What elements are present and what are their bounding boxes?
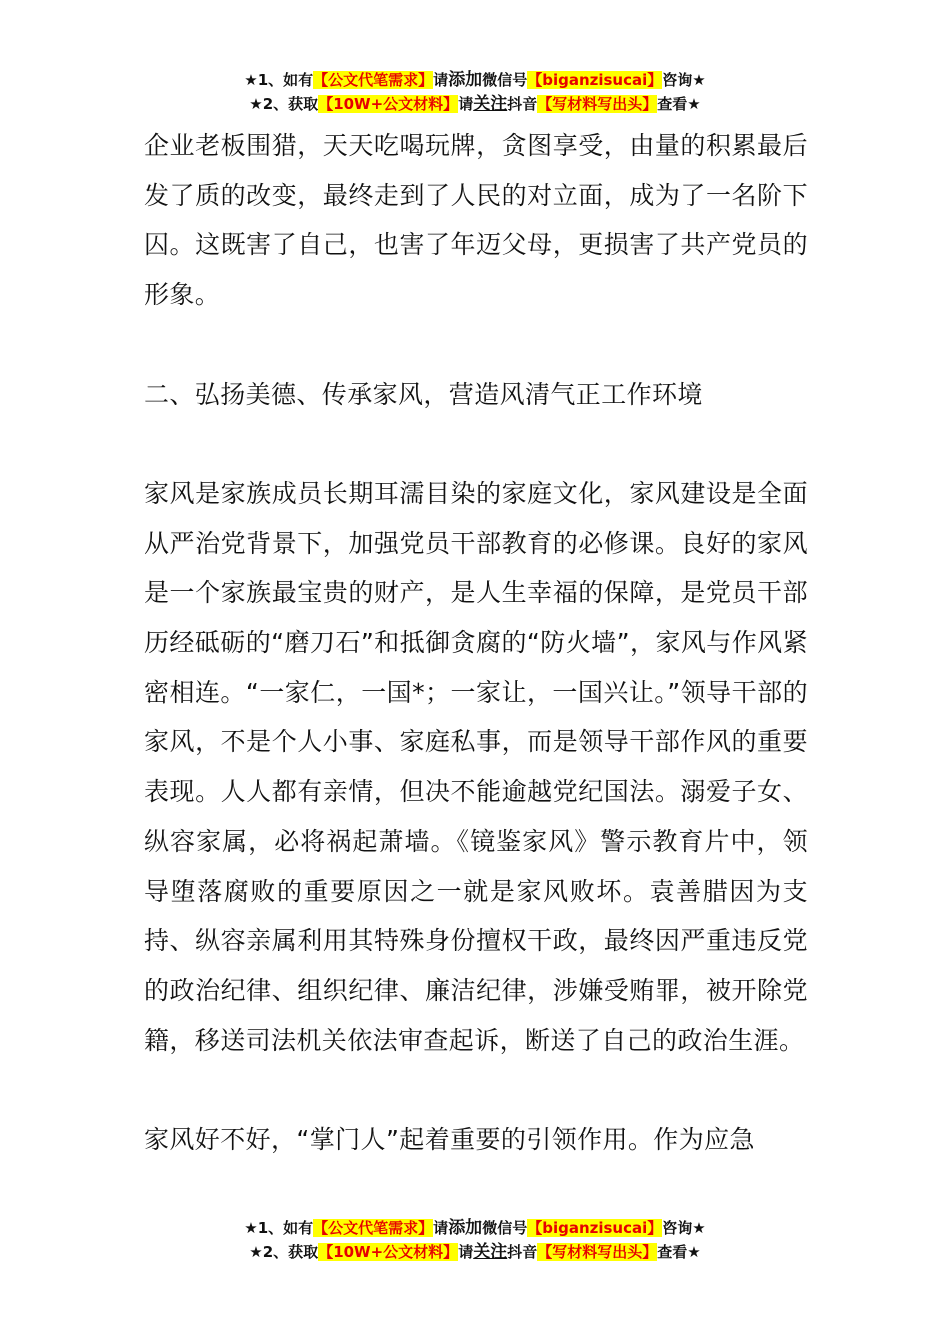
banner-highlight: 【10W+公文材料】	[318, 1243, 459, 1261]
section-heading-2: 二、弘扬美德、传承家风，营造风清气正工作环境	[144, 379, 703, 409]
banner-text: 咨询★	[662, 71, 706, 89]
paragraph-3: 家风好不好，“掌门人”起着重要的引领作用。作为应急	[144, 1125, 755, 1155]
banner-text: 微信号	[482, 71, 528, 89]
paragraph-spacer	[144, 320, 808, 370]
banner-highlight: 【biganzisucai】	[527, 71, 663, 89]
banner-text: 添加	[448, 70, 483, 90]
banner-text: ★1、如有	[244, 1219, 314, 1237]
banner-text: 请	[458, 1243, 474, 1261]
banner-text: ★2、获取	[249, 95, 319, 113]
banner-text: 抖音	[507, 1243, 538, 1261]
banner-text: 关注	[473, 1242, 508, 1262]
banner-text: 查看★	[657, 95, 701, 113]
banner-text: 抖音	[507, 95, 538, 113]
banner-highlight: 【写材料写出头】	[537, 95, 658, 113]
banner-text: 关注	[473, 94, 508, 114]
header-banner	[0, 68, 950, 116]
banner-highlight: 【10W+公文材料】	[318, 95, 459, 113]
banner-text: 查看★	[657, 1243, 701, 1261]
banner-line-2	[0, 92, 950, 116]
banner-text: 请	[458, 95, 474, 113]
paragraph-1: 企业老板围猎，天天吃喝玩牌，贪图享受，由量的积累最后发了质的改变，最终走到了人民的对立面，成为了一名阶下囚。这既害了自己，也害了年迈父母，更损害了共产党员的形象。	[144, 131, 808, 310]
paragraph-2: 家风是家族成员长期耳濡目染的家庭文化，家风建设是全面从严治党背景下，加强党员干部教育的必修课。良好的家风是一个家族最宝贵的财产，是人生幸福的保障，是党员干部历经砥砺的“磨刀石”和抵御贪腐的“防火墙”，家风与作风紧密相连。“一家仁，一国*；一家让，一国兴让。”领导干部的家风，不是个人小事、家庭私事，而是领导干部作风的重要表现。人人都有亲情，但决不能逾越党纪国法。溺爱子女、纵容家属，必将祸起萧墙。《镜鉴家风》警示教育片中，领导堕落腐败的重要原因之一就是家风败坏。袁善腊因为支持、纵容亲属利用其特殊身份擅权干政，最终因严重违反党的政治纪律、组织纪律、廉洁纪律，涉嫌受贿罪，被开除党籍，移送司法机关依法审查起诉，断送了自己的政治生涯。	[144, 478, 808, 1055]
banner-highlight: 【biganzisucai】	[527, 1219, 663, 1237]
banner-line-1	[0, 1216, 950, 1240]
document-body	[144, 121, 808, 1165]
footer-banner	[0, 1216, 950, 1264]
paragraph-spacer	[144, 1065, 808, 1115]
banner-highlight: 【公文代笔需求】	[313, 71, 434, 89]
banner-text: 请	[433, 1219, 449, 1237]
banner-highlight: 【公文代笔需求】	[313, 1219, 434, 1237]
banner-text: 添加	[448, 1218, 483, 1238]
banner-line-1	[0, 68, 950, 92]
banner-line-2	[0, 1240, 950, 1264]
banner-text: 微信号	[482, 1219, 528, 1237]
banner-highlight: 【写材料写出头】	[537, 1243, 658, 1261]
banner-text: ★2、获取	[249, 1243, 319, 1261]
banner-text: ★1、如有	[244, 71, 314, 89]
banner-text: 咨询★	[662, 1219, 706, 1237]
paragraph-spacer	[144, 419, 808, 469]
banner-text: 请	[433, 71, 449, 89]
